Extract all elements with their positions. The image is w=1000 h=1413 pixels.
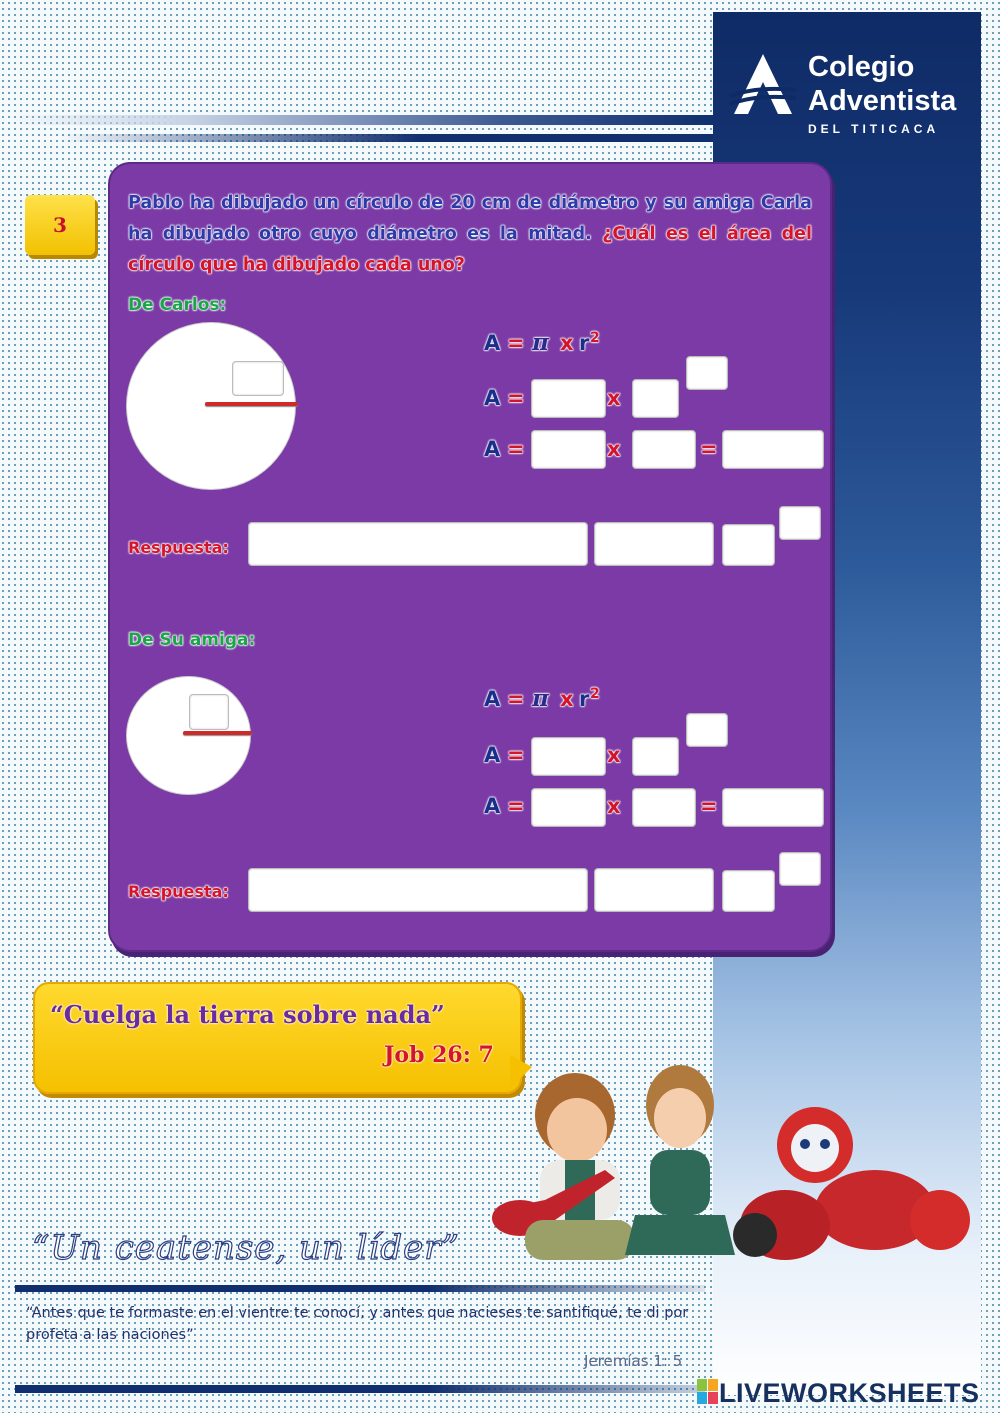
response-text-input[interactable] [248, 868, 588, 912]
header-stripe [60, 134, 713, 142]
formula-A: A [484, 794, 501, 818]
formula-exponent: 2 [590, 686, 600, 702]
response-label: Respuesta: [128, 882, 229, 901]
response-exponent-input[interactable] [779, 506, 821, 540]
footer-verse-reference: Jeremías 1: 5 [584, 1352, 683, 1370]
quote-bubble [33, 982, 522, 1094]
problem-statement [128, 188, 812, 281]
pi-value-input[interactable] [531, 737, 606, 776]
exercise-number-badge: 3 [25, 195, 95, 255]
radius-line [183, 731, 252, 735]
pi-value-input[interactable] [531, 788, 606, 827]
logo-subtitle: DEL TITICACA [808, 122, 940, 136]
formula-equals: = [507, 437, 525, 461]
radius-value-input[interactable] [632, 737, 679, 776]
logo-title-line1: Colegio [808, 51, 915, 83]
response-number-input[interactable] [594, 522, 714, 566]
formula-times: x [607, 794, 621, 818]
pi-symbol: π [532, 685, 549, 712]
section-label-amiga: De Su amiga: [128, 630, 256, 650]
liveworksheets-brand[interactable] [697, 1375, 997, 1409]
formula-A: A [484, 331, 501, 355]
footer-stripe [15, 1285, 705, 1292]
formula-equals: = [507, 687, 525, 711]
formula-times: x [607, 437, 621, 461]
formula-equals: = [507, 386, 525, 410]
problem-question: ¿Cuál es el área del círculo que ha dibujado cada uno? [128, 224, 813, 275]
bible-quote: “Cuelga la tierra sobre nada” [50, 1000, 445, 1029]
formula-r: r [579, 331, 590, 355]
formula-times: x [607, 743, 621, 767]
radius-value-input[interactable] [632, 379, 679, 418]
cartoon-characters-illustration [485, 1060, 985, 1280]
problem-text: Pablo ha dibujado un círculo de 20 cm de diámetro y su amiga Carla ha dibujado otro cuyo diámetro es la mitad. [128, 193, 812, 244]
exponent-input[interactable] [686, 356, 728, 390]
squared-value-input[interactable] [632, 430, 696, 469]
formula-equals: = [507, 743, 525, 767]
footer-stripe [15, 1385, 705, 1393]
area-result-input[interactable] [722, 788, 824, 827]
area-result-input[interactable] [722, 430, 824, 469]
school-logo [728, 48, 968, 143]
formula-exponent: 2 [590, 330, 600, 346]
pi-value-input[interactable] [531, 430, 606, 469]
formula-equals: = [700, 437, 718, 461]
circle-diagram [126, 322, 296, 490]
formula-times: x [560, 331, 574, 355]
formula-equals: = [507, 794, 525, 818]
liveworksheets-label: LIVEWORKSHEETS [719, 1378, 980, 1408]
pi-value-input[interactable] [531, 379, 606, 418]
response-unit-input[interactable] [722, 870, 775, 912]
squared-value-input[interactable] [632, 788, 696, 827]
response-text-input[interactable] [248, 522, 588, 566]
radius-input[interactable] [232, 361, 284, 396]
bible-quote-reference: Job 26: 7 [384, 1042, 494, 1068]
response-label: Respuesta: [128, 538, 229, 557]
footer-verse: “Antes que te formaste en el vientre te conocí, y antes que nacieses te santifiqué, te di por profeta a las naciones” [26, 1305, 689, 1343]
formula-A: A [484, 437, 501, 461]
response-number-input[interactable] [594, 868, 714, 912]
formula-A: A [484, 743, 501, 767]
adventist-logo-icon [728, 52, 798, 116]
response-unit-input[interactable] [722, 524, 775, 566]
radius-input[interactable] [189, 694, 229, 730]
formula-A: A [484, 386, 501, 410]
formula-equals: = [507, 331, 525, 355]
formula-times: x [607, 386, 621, 410]
formula-A: A [484, 687, 501, 711]
formula-r: r [579, 687, 590, 711]
liveworksheets-logo-icon [697, 1379, 719, 1405]
radius-line [205, 402, 298, 406]
formula-times: x [560, 687, 574, 711]
header-stripe [10, 115, 713, 125]
logo-title-line2: Adventista [808, 85, 957, 117]
pi-symbol: π [532, 329, 549, 356]
formula-equals: = [700, 794, 718, 818]
section-label-carlos: De Carlos: [128, 295, 227, 315]
response-exponent-input[interactable] [779, 852, 821, 886]
circle-diagram [126, 676, 251, 795]
exponent-input[interactable] [686, 713, 728, 747]
school-motto: “Un ceatense, un líder” [32, 1228, 460, 1268]
